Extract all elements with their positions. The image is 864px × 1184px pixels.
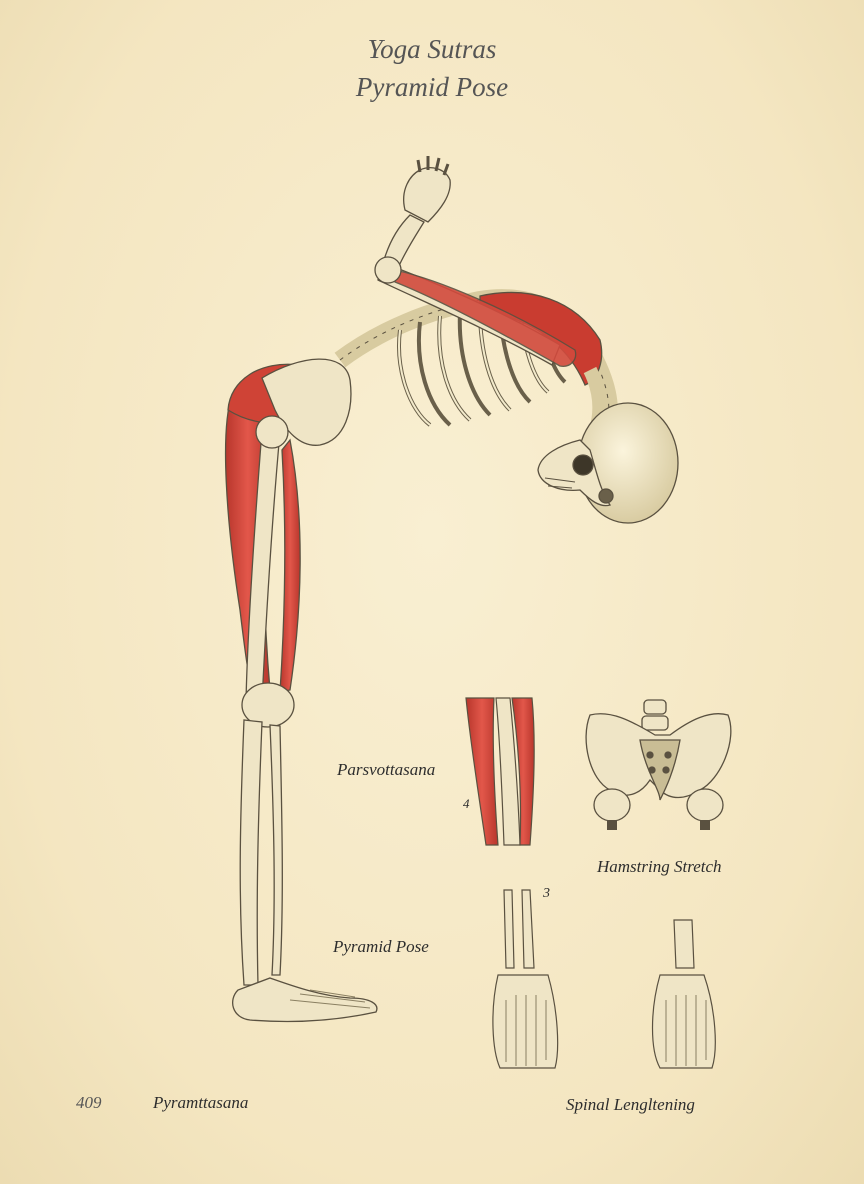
label-pyramid-pose: Pyramid Pose	[333, 937, 429, 956]
fibula-bone	[270, 725, 282, 975]
hand-bones	[404, 168, 451, 222]
label-parsvottasana: Parsvottasana	[337, 760, 436, 779]
title-line-1: Yoga Sutras	[367, 34, 497, 64]
label-hamstring-stretch: Hamstring Stretch	[597, 857, 722, 876]
main-skeleton	[226, 156, 678, 1022]
pelvis-detail	[586, 700, 731, 830]
tibia-bone	[240, 720, 262, 985]
figure-3-foot-detail	[493, 890, 715, 1068]
elbow-joint	[375, 257, 401, 283]
title-line-2: Pyramid Pose	[355, 72, 509, 102]
quadriceps-muscle	[280, 440, 300, 692]
figure-4-thigh-detail	[466, 698, 534, 845]
caption-left: Pyramttasana	[153, 1093, 249, 1112]
page-number: 409	[76, 1093, 102, 1112]
figure-number-4: 4	[463, 796, 470, 811]
femur-head	[256, 416, 288, 448]
skull	[538, 403, 678, 523]
foot-bones	[233, 978, 377, 1022]
figure-number-3: 3	[543, 886, 550, 901]
caption-right: Spinal Lengltening	[566, 1095, 695, 1114]
